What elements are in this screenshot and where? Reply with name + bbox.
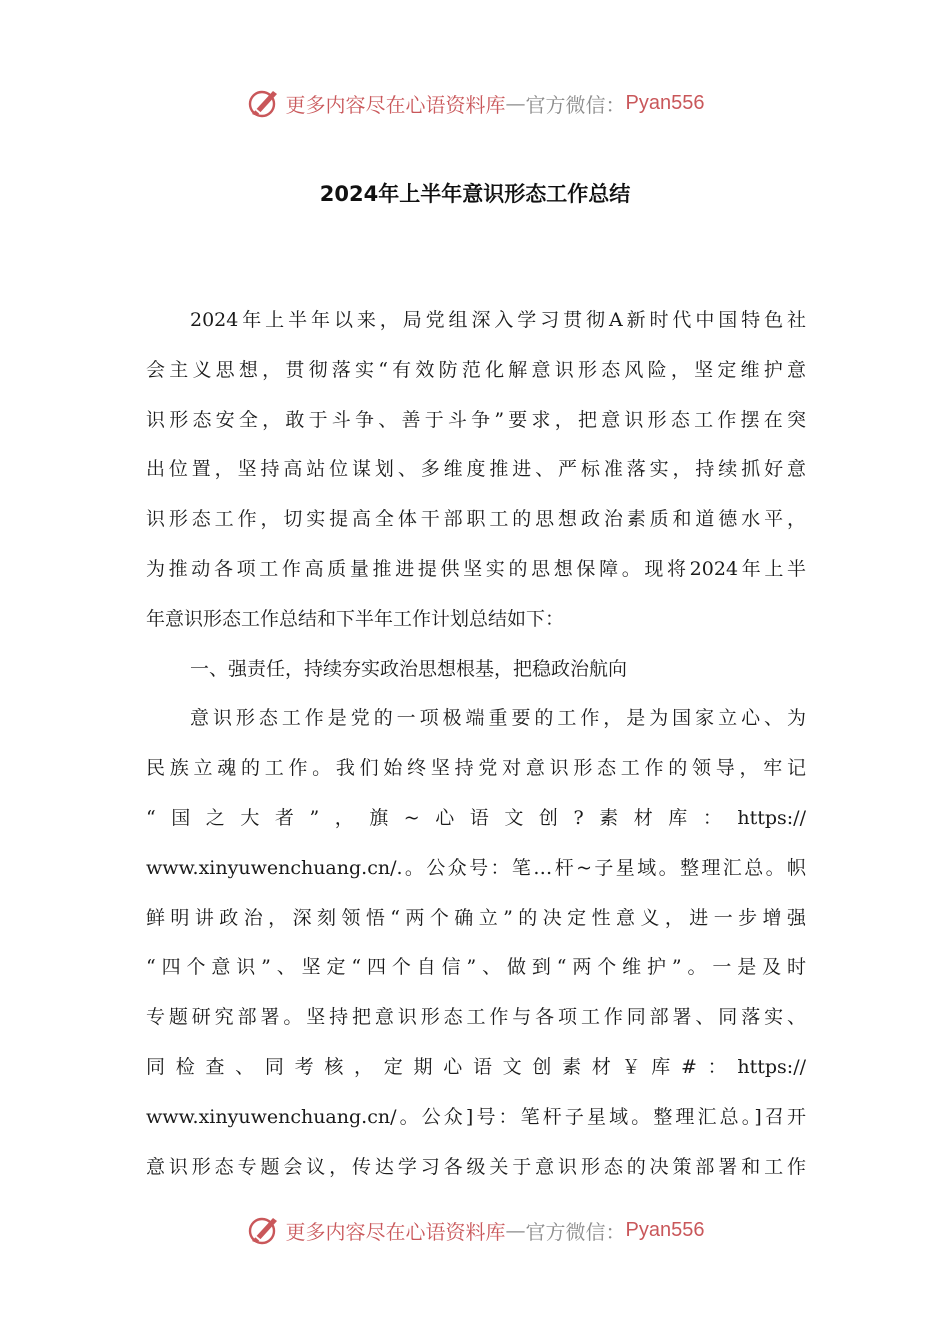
body-line: “四个意识”、坚定“四个自信”、做到“两个维护”。一是及时 [146, 956, 806, 979]
pen-logo-icon [246, 86, 280, 120]
body-line: 年意识形态工作总结和下半年工作计划总结如下： [146, 607, 565, 630]
body-line: 会主义思想，贯彻落实“有效防范化解意识形态风险，坚定维护意 [146, 358, 806, 381]
banner-wechat-id: Pyan556 [625, 91, 705, 114]
footer-watermark-banner [0, 1210, 950, 1250]
banner-brand-text: 更多内容尽在心语资料库 [285, 92, 506, 117]
banner-wechat-id: Pyan556 [625, 1218, 705, 1241]
body-line: 意识形态工作是党的一项极端重要的工作，是为国家立心、为 [190, 707, 806, 730]
body-line: 专题研究部署。坚持把意识形态工作与各项工作同部署、同落实、 [146, 1006, 806, 1029]
section-heading: 一、强责任，持续夯实政治思想根基，把稳政治航向 [190, 657, 628, 680]
body-line: 意识形态专题会议，传达学习各级关于意识形态的决策部署和工作 [146, 1155, 806, 1178]
header-watermark-banner [0, 83, 950, 123]
body-line: www.xinyuwenchuang.cn/。公众]号：笔杆子星域。整理汇总。]召开 [146, 1105, 806, 1128]
body-line: 出位置，坚持高站位谋划、多维度推进、严标准落实，持续抓好意 [146, 458, 806, 481]
banner-dash: — [505, 1218, 526, 1242]
body-line: 识形态工作，切实提高全体干部职工的思想政治素质和道德水平， [146, 508, 806, 531]
banner-wechat-label: 官方微信： [525, 1219, 626, 1244]
body-line: “国之大者”，旗~心语文创?素材库：https:// [146, 806, 806, 829]
body-line: 2024年上半年以来，局党组深入学习贯彻A新时代中国特色社 [190, 309, 806, 331]
body-line: 同检查、同考核，定期心语文创素材￥库#：https:// [146, 1055, 806, 1078]
document-body [146, 296, 806, 1192]
document-title: 2024年上半年意识形态工作总结 [319, 182, 631, 206]
body-line: 鲜明讲政治，深刻领悟“两个确立”的决定性意义，进一步增强 [146, 906, 806, 929]
banner-wechat-label: 官方微信： [525, 92, 626, 117]
body-line: 识形态安全，敢于斗争、善于斗争”要求，把意识形态工作摆在突 [146, 408, 806, 431]
body-line: 为推动各项工作高质量推进提供坚实的思想保障。现将2024年上半 [146, 557, 806, 580]
banner-dash: — [505, 91, 526, 115]
banner-brand-text: 更多内容尽在心语资料库 [285, 1219, 506, 1244]
body-line: www.xinyuwenchuang.cn/.。公众号：笔…杆~子星域。整理汇总。帜 [146, 856, 806, 879]
body-line: 民族立魂的工作。我们始终坚持党对意识形态工作的领导，牢记 [146, 757, 806, 780]
pen-logo-icon [246, 1213, 280, 1247]
